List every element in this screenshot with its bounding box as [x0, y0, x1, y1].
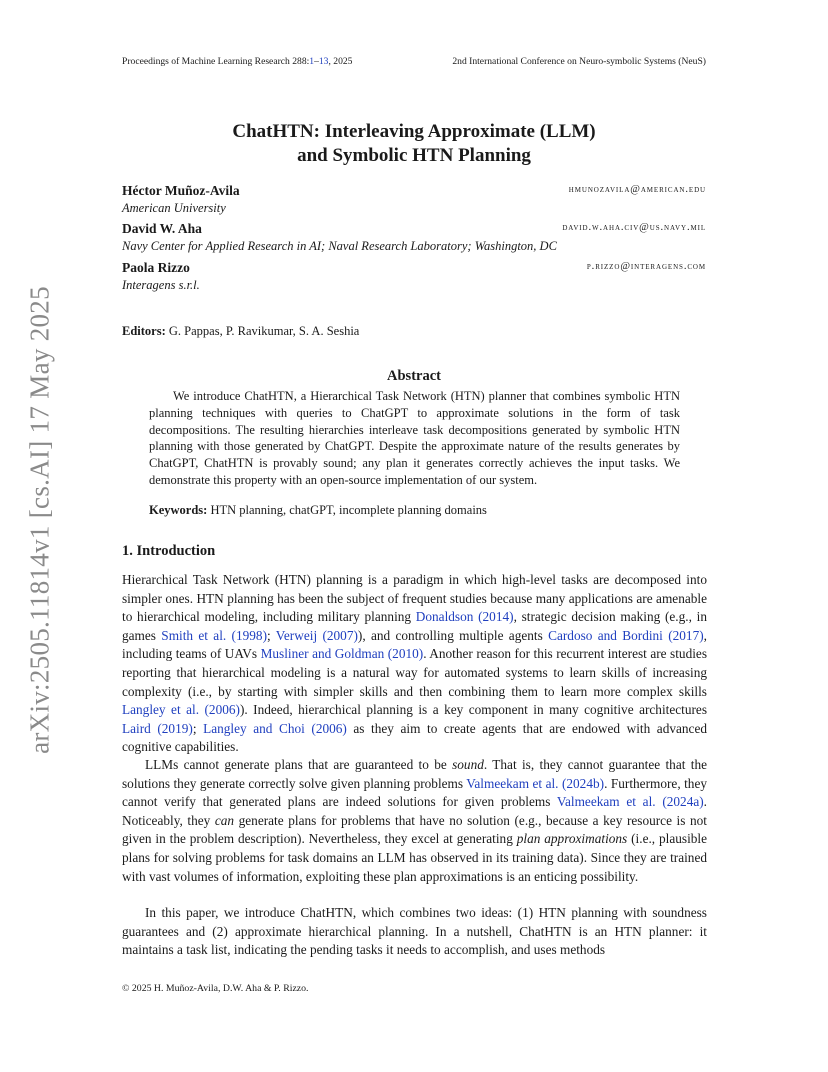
- keywords-text: HTN planning, chatGPT, incomplete planning domains: [207, 503, 487, 517]
- author-name: David W. Aha: [122, 221, 202, 236]
- editors-names: G. Pappas, P. Ravikumar, S. A. Seshia: [165, 324, 360, 338]
- title-line-2: and Symbolic HTN Planning: [297, 145, 531, 166]
- keywords-label: Keywords:: [149, 503, 208, 517]
- intro-paragraph-2: LLMs cannot generate plans that are guaranteed to be sound. That is, they cannot guarantee that the solutions they generate correctly solve given planning problems Valmeekam et al. (2024b). Furthermore, they cannot verify that generated plans are indeed solutions for given problems Valmeekam et al. (2024a). Noticeably, they can generate plans for problems that have no solution (e.g., because a key resource is not given in the problem description). Nevertheless, they excel at generating plan approximations (i.e., plausible plans for solving problems for task domains an LLM has observed in its training data). Since they are trained with vast volumes of information, exploiting these plan approximations is an enticing possibility.: [122, 757, 708, 884]
- editors-label: Editors:: [122, 324, 166, 338]
- author-email[interactable]: david.w.aha.civ@us.navy.mil: [562, 222, 706, 233]
- author-affiliation: Interagens s.r.l.: [122, 278, 200, 292]
- citation-link[interactable]: Laird (2019): [122, 720, 193, 736]
- section-heading: 1. Introduction: [122, 543, 216, 559]
- arxiv-stamp: arXiv:2505.11814v1 [cs.AI] 17 May 2025: [24, 286, 55, 754]
- copyright-footer: © 2025 H. Muñoz-Avila, D.W. Aha & P. Rizzo.: [122, 983, 309, 994]
- citation-link[interactable]: Valmeekam et al. (2024b): [466, 775, 605, 791]
- citation-link[interactable]: Langley et al. (2006): [122, 702, 240, 718]
- intro-paragraph-3: In this paper, we introduce ChatHTN, which combines two ideas: (1) HTN planning with soundness guarantees and (2) approximate hierarchical planning. In a nutshell, ChatHTN is an HTN planner: it maintains a task list, indicating the pending tasks it needs to accomplish, and uses methods: [122, 905, 707, 958]
- author-affiliation: American University: [122, 201, 226, 215]
- citation-link[interactable]: Verweij (2007): [275, 627, 358, 643]
- author-name: Paola Rizzo: [122, 260, 190, 275]
- paper-title: [0, 120, 828, 168]
- page-range-end-link[interactable]: 13: [318, 56, 329, 67]
- citation-link[interactable]: Smith et al. (1998): [161, 627, 267, 643]
- citation-link[interactable]: Musliner and Goldman (2010): [260, 646, 424, 662]
- keywords-line: [149, 503, 487, 518]
- editors-line: [122, 324, 359, 339]
- citation-link[interactable]: Langley and Choi (2006): [203, 720, 347, 736]
- proceedings-header: Proceedings of Machine Learning Research 288:1–13, 2025: [122, 56, 353, 67]
- author-email[interactable]: p.rizzo@interagens.com: [586, 261, 706, 272]
- author-name: Héctor Muñoz-Avila: [122, 183, 240, 198]
- conference-header: 2nd International Conference on Neuro-symbolic Systems (NeuS): [452, 56, 706, 67]
- citation-link[interactable]: Cardoso and Bordini (2017): [548, 627, 704, 643]
- intro-paragraph-1: Hierarchical Task Network (HTN) planning is a paradigm in which high-level tasks are decomposed into simpler ones. HTN planning has been the subject of frequent studies because many applications are amenable to hierarchical modeling, including military planning Donaldson (2014), strategic decision making (e.g., in games Smith et al. (1998); Verweij (2007)), and controlling multiple agents Cardoso and Bordini (2017), including teams of UAVs Musliner and Goldman (2010). Another reason for this recurrent interest are studies reporting that hierarchical modeling is a natural way for automated systems to learn skills of increasing complexity (i.e., by starting with simpler skills and then combining them to learn more complex skills Langley et al. (2006)). Indeed, hierarchical planning is a key component in many cognitive architectures Laird (2019); Langley and Choi (2006) as they aim to create agents that are endowed with advanced cognitive capabilities.: [122, 572, 707, 755]
- title-line-1: ChatHTN: Interleaving Approximate (LLM): [232, 121, 596, 142]
- author-email[interactable]: hmunozavila@american.edu: [568, 184, 706, 195]
- citation-link[interactable]: Valmeekam et al. (2024a): [556, 794, 704, 810]
- abstract-heading: Abstract: [387, 368, 441, 384]
- author-affiliation: Navy Center for Applied Research in AI; Naval Research Laboratory; Washington, DC: [122, 239, 557, 253]
- abstract-text: We introduce ChatHTN, a Hierarchical Task Network (HTN) planner that combines symbolic HTN planning techniques with queries to ChatGPT to approximate solutions in the form of task decompositions. The resulting hierarchies interleave task decompositions generated by symbolic HTN planning with those generated by ChatGPT. Despite the approximate nature of the results generates by ChatGPT, ChatHTN is provably sound; any plan it generates correctly achieves the input tasks. We demonstrate this property with an open-source implementation of our system.: [149, 389, 680, 487]
- citation-link[interactable]: Donaldson (2014): [415, 609, 514, 625]
- page-range-start-link[interactable]: 1: [309, 56, 315, 67]
